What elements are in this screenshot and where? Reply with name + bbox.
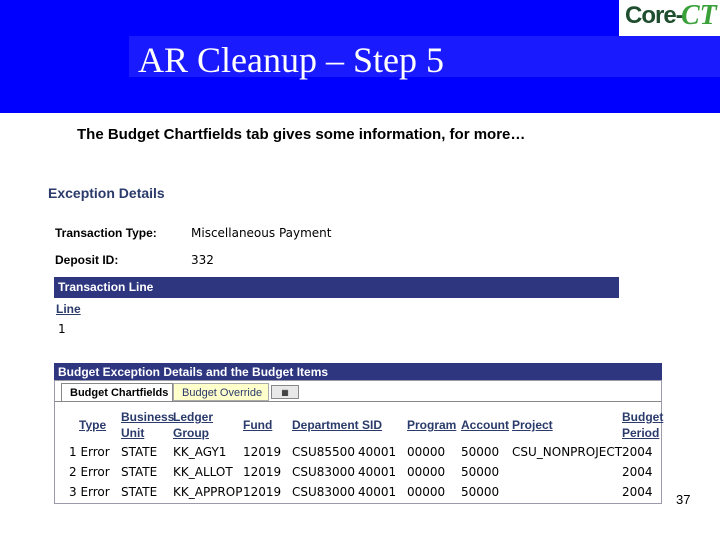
transaction-type-value: Miscellaneous Payment <box>191 226 332 240</box>
cell-budget-period: 2004 <box>622 485 653 499</box>
budget-exception-bar: Budget Exception Details and the Budget Items <box>54 363 662 381</box>
core-ct-logo <box>619 0 720 36</box>
tab-budget-chartfields[interactable]: Budget Chartfields <box>61 383 173 401</box>
transaction-type-label: Transaction Type: <box>55 226 157 240</box>
slide-subtitle: The Budget Chartfields tab gives some information, for more… <box>77 126 526 143</box>
cell-project: CSU_NONPROJECT <box>512 445 623 459</box>
cell-business-unit: STATE <box>121 465 158 479</box>
cell-department: CSU83000 <box>292 485 355 499</box>
cell-fund: 12019 <box>243 445 282 459</box>
cell-program: 00000 <box>407 445 446 459</box>
col-header-department-sid[interactable]: Department SID <box>292 418 383 432</box>
tab-divider <box>55 401 661 402</box>
page-number: 37 <box>676 492 691 507</box>
cell-department: CSU83000 <box>292 465 355 479</box>
cell-program: 00000 <box>407 465 446 479</box>
cell-budget-period: 2004 <box>622 465 653 479</box>
logo-core-text: Core- <box>625 2 683 29</box>
col-header-budget-period[interactable]: Budget Period <box>622 410 664 440</box>
cell-ledger-group: KK_ALLOT <box>173 465 233 479</box>
col-header-business-unit[interactable]: Business Unit <box>121 410 175 440</box>
cell-sid: 40001 <box>358 465 397 479</box>
transaction-line-bar: Transaction Line <box>54 277 619 298</box>
exception-details-heading: Exception Details <box>48 185 165 201</box>
cell-fund: 12019 <box>243 485 282 499</box>
cell-sid: 40001 <box>358 485 397 499</box>
cell-type: 1 Error <box>69 445 110 459</box>
col-header-fund[interactable]: Fund <box>243 418 273 432</box>
col-header-program[interactable]: Program <box>407 418 457 432</box>
col-header-ledger-group[interactable]: Ledger Group <box>173 410 214 440</box>
deposit-id-label: Deposit ID: <box>55 253 119 267</box>
cell-business-unit: STATE <box>121 485 158 499</box>
budget-items-grid <box>54 380 662 504</box>
slide-title: AR Cleanup – Step 5 <box>138 40 444 80</box>
cell-sid: 40001 <box>358 445 397 459</box>
line-column-header[interactable]: Line <box>56 302 81 316</box>
cell-type: 3 Error <box>69 485 110 499</box>
deposit-id-value: 332 <box>191 253 214 267</box>
cell-ledger-group: KK_APPROP <box>173 485 243 499</box>
line-value: 1 <box>58 322 66 336</box>
cell-ledger-group: KK_AGY1 <box>173 445 227 459</box>
cell-department: CSU85500 <box>292 445 355 459</box>
col-header-project[interactable]: Project <box>512 418 553 432</box>
tab-budget-override[interactable]: Budget Override <box>173 383 269 401</box>
cell-business-unit: STATE <box>121 445 158 459</box>
cell-fund: 12019 <box>243 465 282 479</box>
cell-type: 2 Error <box>69 465 110 479</box>
cell-budget-period: 2004 <box>622 445 653 459</box>
show-all-columns-icon[interactable]: ▦ <box>271 385 299 399</box>
cell-program: 00000 <box>407 485 446 499</box>
cell-account: 50000 <box>461 485 500 499</box>
logo-ct-text: CT <box>681 0 717 31</box>
col-header-account[interactable]: Account <box>461 418 509 432</box>
col-header-type[interactable]: Type <box>79 418 107 432</box>
slide-header <box>0 0 720 113</box>
cell-account: 50000 <box>461 465 500 479</box>
cell-account: 50000 <box>461 445 500 459</box>
